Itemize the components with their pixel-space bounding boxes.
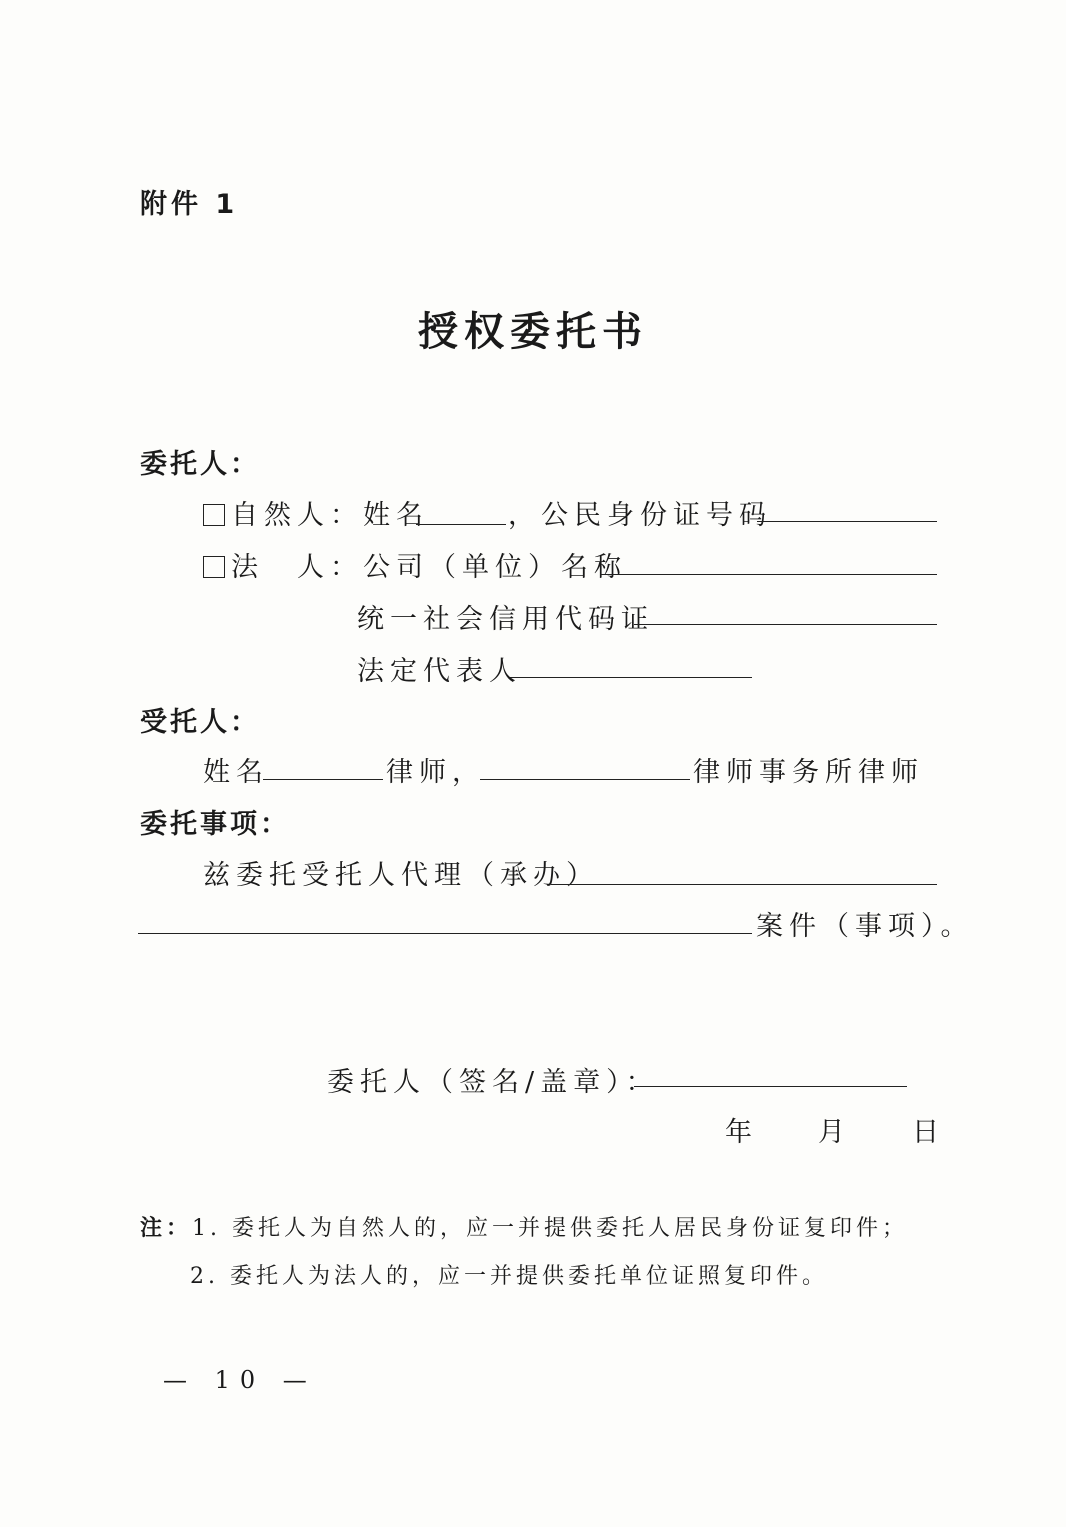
natural-person-id-field[interactable] <box>757 521 937 522</box>
signature-field[interactable] <box>634 1086 907 1087</box>
natural-person-row <box>203 493 429 532</box>
credit-code-label: 统一社会信用代码证 <box>357 604 654 635</box>
agent-lawyer-label: 律师， <box>386 757 485 788</box>
document-title: 授权委托书 <box>418 309 648 355</box>
agent-name-label: 姓名 <box>203 757 269 788</box>
note-item2: 2. 委托人为法人的，应一并提供委托单位证照复印件。 <box>190 1264 828 1289</box>
date-day-label: 日 <box>912 1117 939 1148</box>
legal-person-row <box>203 545 627 584</box>
matter-line1-field[interactable] <box>551 884 937 885</box>
agent-firm-label: 律师事务所律师 <box>693 757 924 788</box>
credit-code-field[interactable] <box>634 624 937 625</box>
principal-heading: 委托人： <box>140 449 260 480</box>
agent-firm-field[interactable] <box>480 779 690 780</box>
legal-person-company-field[interactable] <box>600 574 937 575</box>
natural-person-name-label: 自然人：姓名 <box>231 500 429 531</box>
matter-line1-label: 兹委托受托人代理（承办） <box>203 860 599 891</box>
date-month-label: 月 <box>818 1117 845 1148</box>
agent-name-field[interactable] <box>263 779 383 780</box>
agent-heading: 受托人： <box>140 707 260 738</box>
signature-label: 委托人（签名/盖章）： <box>327 1067 659 1098</box>
representative-label: 法定代表人 <box>357 656 522 687</box>
representative-field[interactable] <box>510 677 752 678</box>
note-item1: 1. 委托人为自然人的，应一并提供委托人居民身份证复印件； <box>192 1216 909 1241</box>
natural-person-name-field[interactable] <box>416 524 506 525</box>
page-number: — 10 — <box>163 1366 317 1394</box>
note-line1 <box>140 1211 908 1242</box>
matter-heading: 委托事项： <box>140 809 290 840</box>
legal-person-company-label: 法 人：公司（单位）名称 <box>231 552 627 583</box>
date-year-label: 年 <box>725 1117 752 1148</box>
note-prefix: 注： <box>140 1216 193 1241</box>
legal-person-checkbox[interactable] <box>203 556 225 578</box>
matter-line2-suffix: 案件（事项）。 <box>756 911 974 942</box>
natural-person-checkbox[interactable] <box>203 504 225 526</box>
attachment-label: 附件 1 <box>140 189 239 220</box>
matter-line2-field[interactable] <box>138 933 752 934</box>
natural-person-id-label: ，公民身份证号码 <box>508 500 772 531</box>
